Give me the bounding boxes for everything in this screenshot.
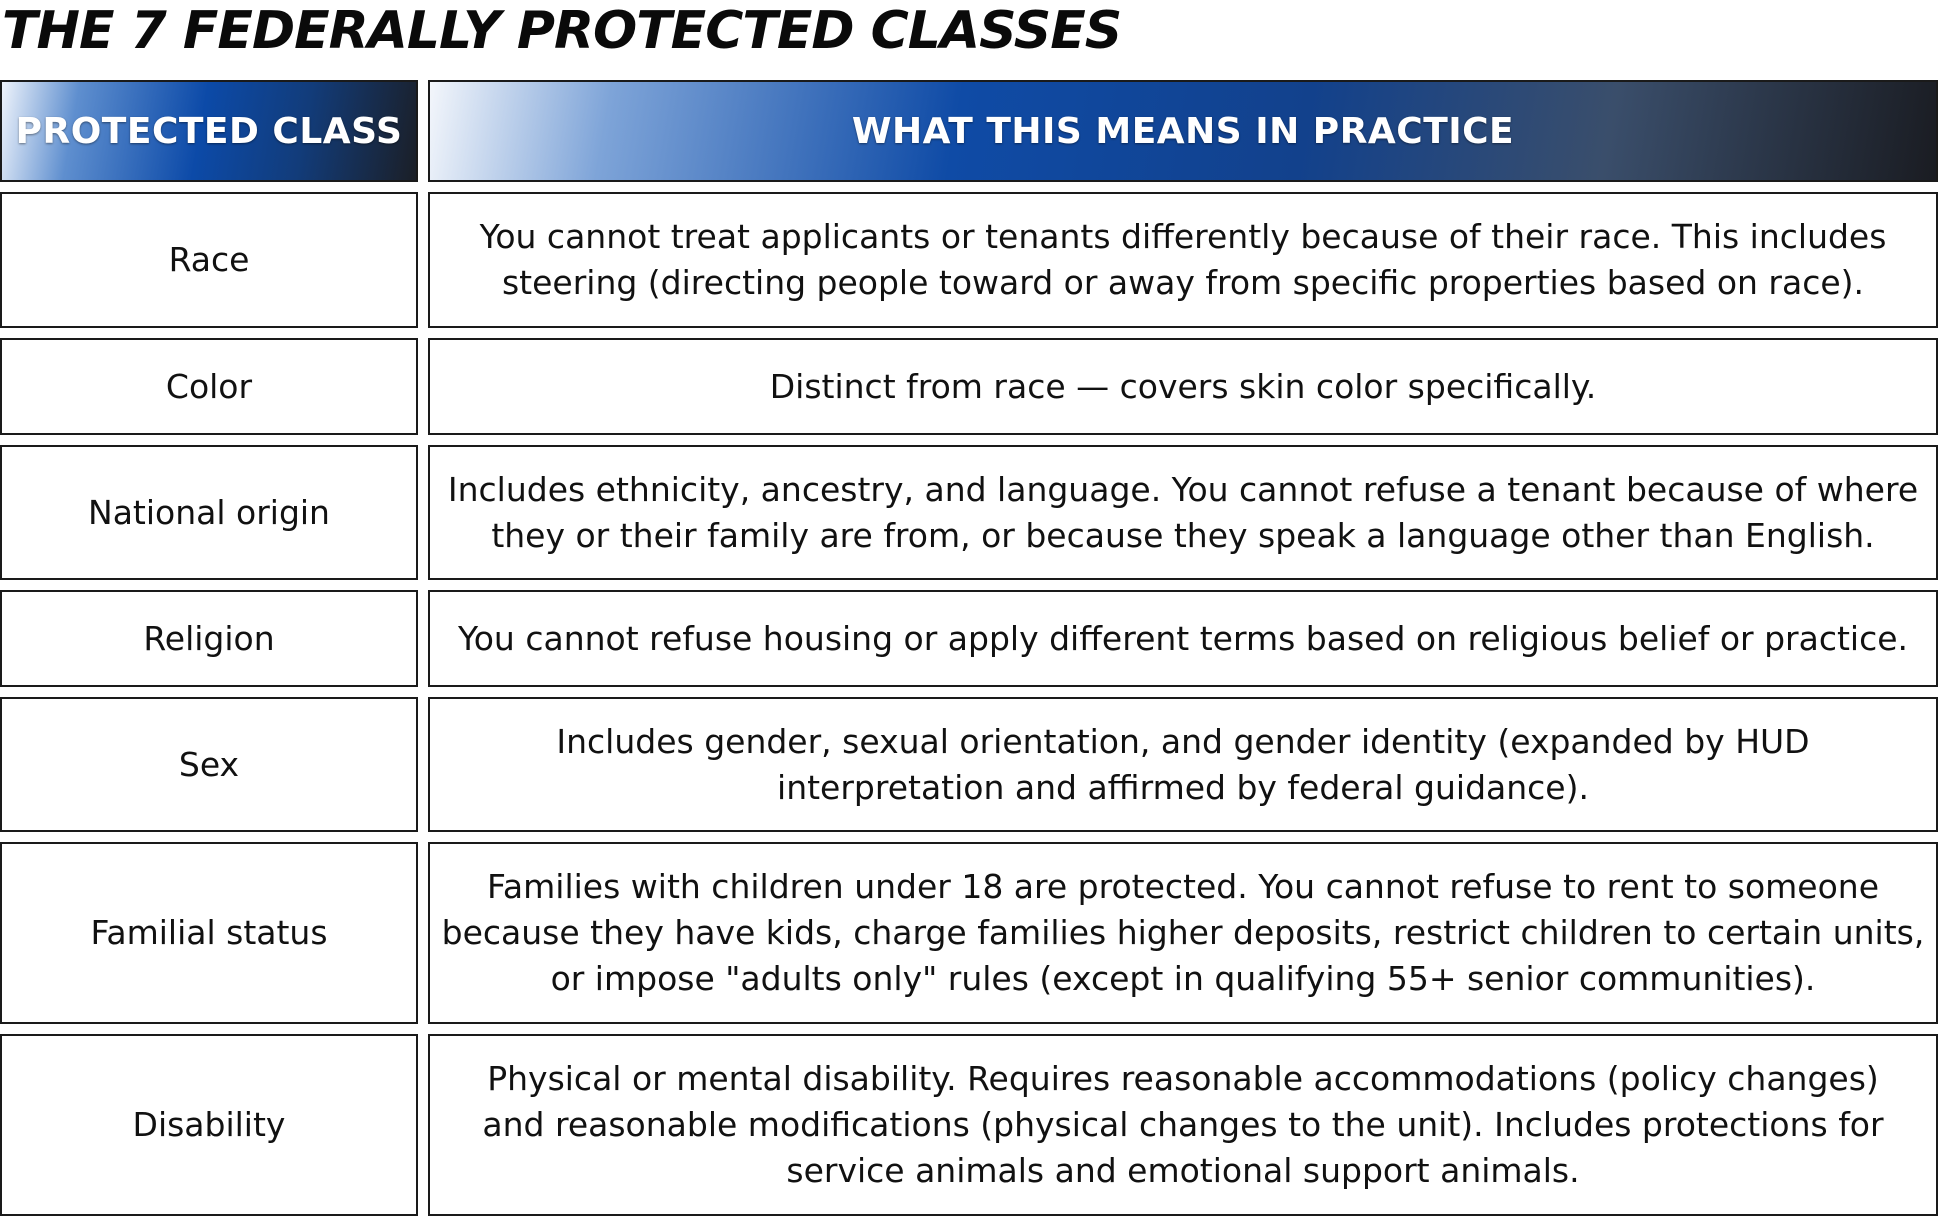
header-what-this-means — [428, 80, 1938, 182]
class-cell-familial-status — [0, 842, 418, 1024]
class-label: Race — [168, 240, 250, 279]
description-text: You cannot refuse housing or apply different terms based on religious belief or practice. — [457, 618, 1909, 658]
description-text: Includes ethnicity, ancestry, and language. You cannot refuse a tenant because of where they or their family are from, or because they speak a language other than English. — [447, 469, 1919, 555]
description-cell-national-origin — [428, 445, 1938, 580]
class-label: National origin — [88, 492, 330, 532]
description-text: Physical or mental disability. Requires reasonable accommodations (policy changes) and reasonable modifications (physical changes to the unit). Includes protections for service animals and emotional support animals. — [482, 1059, 1884, 1190]
description-cell-familial-status — [428, 842, 1938, 1024]
page-title: THE 7 FEDERALLY PROTECTED CLASSES — [2, 1, 1122, 61]
description-cell-religion — [428, 590, 1938, 687]
class-label: Sex — [178, 744, 240, 784]
class-cell-color — [0, 338, 418, 435]
description-cell-disability — [428, 1034, 1938, 1216]
header-what-this-means-label: WHAT THIS MEANS IN PRACTICE — [851, 110, 1515, 152]
class-label: Color — [165, 366, 253, 406]
description-text: You cannot treat applicants or tenants differently because of their race. This includes steering (directing people toward or away from specific properties based on race). — [479, 217, 1887, 302]
header-protected-class — [0, 80, 418, 182]
class-label: Familial status — [90, 913, 328, 952]
description-cell-race — [428, 192, 1938, 328]
class-cell-disability — [0, 1034, 418, 1216]
class-cell-race — [0, 192, 418, 328]
description-text: Distinct from race — covers skin color specifically. — [769, 366, 1597, 406]
class-cell-religion — [0, 590, 418, 687]
description-text: Includes gender, sexual orientation, and gender identity (expanded by HUD interpretation and affirmed by federal guidance). — [556, 721, 1810, 807]
description-text: Families with children under 18 are protected. You cannot refuse to rent to someone because they have kids, charge families higher deposits, restrict children to certain units, or impose "adults only" rules (except in qualifying 55+ senior communities). — [441, 867, 1925, 998]
class-label: Religion — [143, 618, 275, 658]
description-cell-color — [428, 338, 1938, 435]
header-protected-class-label: PROTECTED CLASS — [15, 110, 403, 152]
class-cell-sex — [0, 697, 418, 832]
class-label: Disability — [132, 1105, 286, 1144]
description-cell-sex — [428, 697, 1938, 832]
class-cell-national-origin — [0, 445, 418, 580]
